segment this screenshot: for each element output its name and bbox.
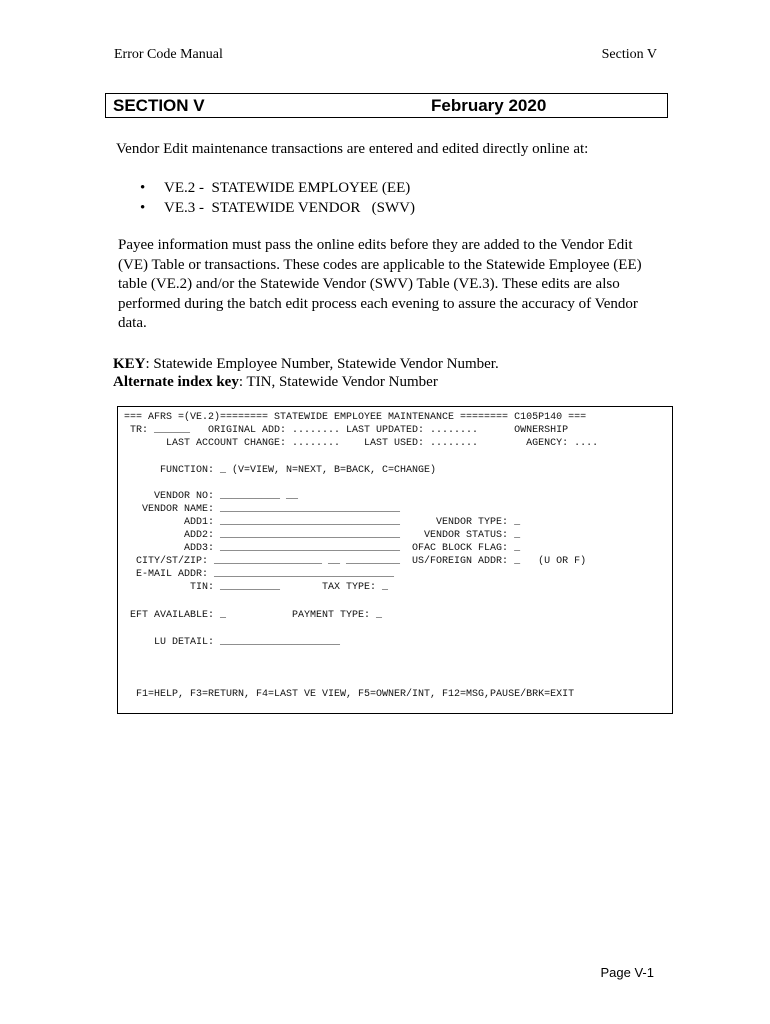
key-label: KEY: [113, 356, 146, 372]
section-title-box: [105, 93, 668, 118]
alt-key-text: : TIN, Statewide Vendor Number: [238, 374, 438, 390]
payee-paragraph: Payee information must pass the online edits before they are added to the Vendor Edit (VE) Table or transactions. These codes are applicable to the Statewide Employee (EE) table (VE.2) and/or the Statewide Vendor (SWV) Table (VE.3). These edits are also performed during the batch edit process each evening to assure the accuracy of Vendor data.: [118, 237, 642, 331]
header-section: Section V: [601, 47, 657, 62]
alt-key-label: Alternate index key: [113, 374, 239, 390]
intro-text: Vendor Edit maintenance transactions are entered and edited directly online at:: [116, 141, 589, 157]
bullet-icon: •: [140, 200, 146, 216]
header-manual-title: Error Code Manual: [114, 47, 223, 62]
page-number: Page V-1: [600, 965, 654, 980]
section-date: February 2020: [431, 96, 547, 115]
bullet-icon: •: [140, 180, 146, 196]
key-line: [113, 355, 499, 373]
section-title: SECTION V: [113, 96, 205, 115]
screen-header: === AFRS =(VE.2)======== STATEWIDE EMPLOYEE MAINTENANCE ======== C105P140 === TR: ______ ORIGINAL ADD: ........ LAST UPDATED: ........ OWNERSHIP LAST ACCOUNT CHANGE: ........ LAST USED: ........ AGENCY: ....: [124, 412, 599, 449]
function-line: FUNCTION: _ (V=VIEW, N=NEXT, B=BACK, C=CHANGE): [124, 465, 437, 476]
terminal-screen: [117, 406, 673, 714]
list-item-text: VE.3 - STATEWIDE VENDOR (SWV): [164, 200, 415, 216]
vendor-fields: VENDOR NO: __________ __ VENDOR NAME: ______________________________ ADD1: ______________________________ VENDOR TYPE: _ ADD2: ______________________________ VENDOR STATUS: _ ADD3: ______________________________ OFAC BLOCK FLAG: _ CITY/ST/ZIP: __________________ __ _________ US/FOREIGN ADDR: _ (U OR F) E-MAIL ADDR: ______________________________ TIN: __________ TAX TYPE: _: [136, 491, 587, 593]
list-item: [138, 199, 415, 219]
eft-line: EFT AVAILABLE: _ PAYMENT TYPE: _: [124, 610, 383, 621]
key-text: : Statewide Employee Number, Statewide Vendor Number.: [145, 356, 499, 372]
alt-key-line: [113, 373, 499, 391]
key-block: [113, 355, 499, 391]
list-item-text: VE.2 - STATEWIDE EMPLOYEE (EE): [164, 180, 411, 196]
screen-list: [138, 179, 415, 219]
function-keys: F1=HELP, F3=RETURN, F4=LAST VE VIEW, F5=OWNER/INT, F12=MSG,PAUSE/BRK=EXIT: [124, 689, 575, 700]
list-item: [138, 179, 415, 199]
lu-detail-line: LU DETAIL: ____________________: [124, 637, 341, 648]
